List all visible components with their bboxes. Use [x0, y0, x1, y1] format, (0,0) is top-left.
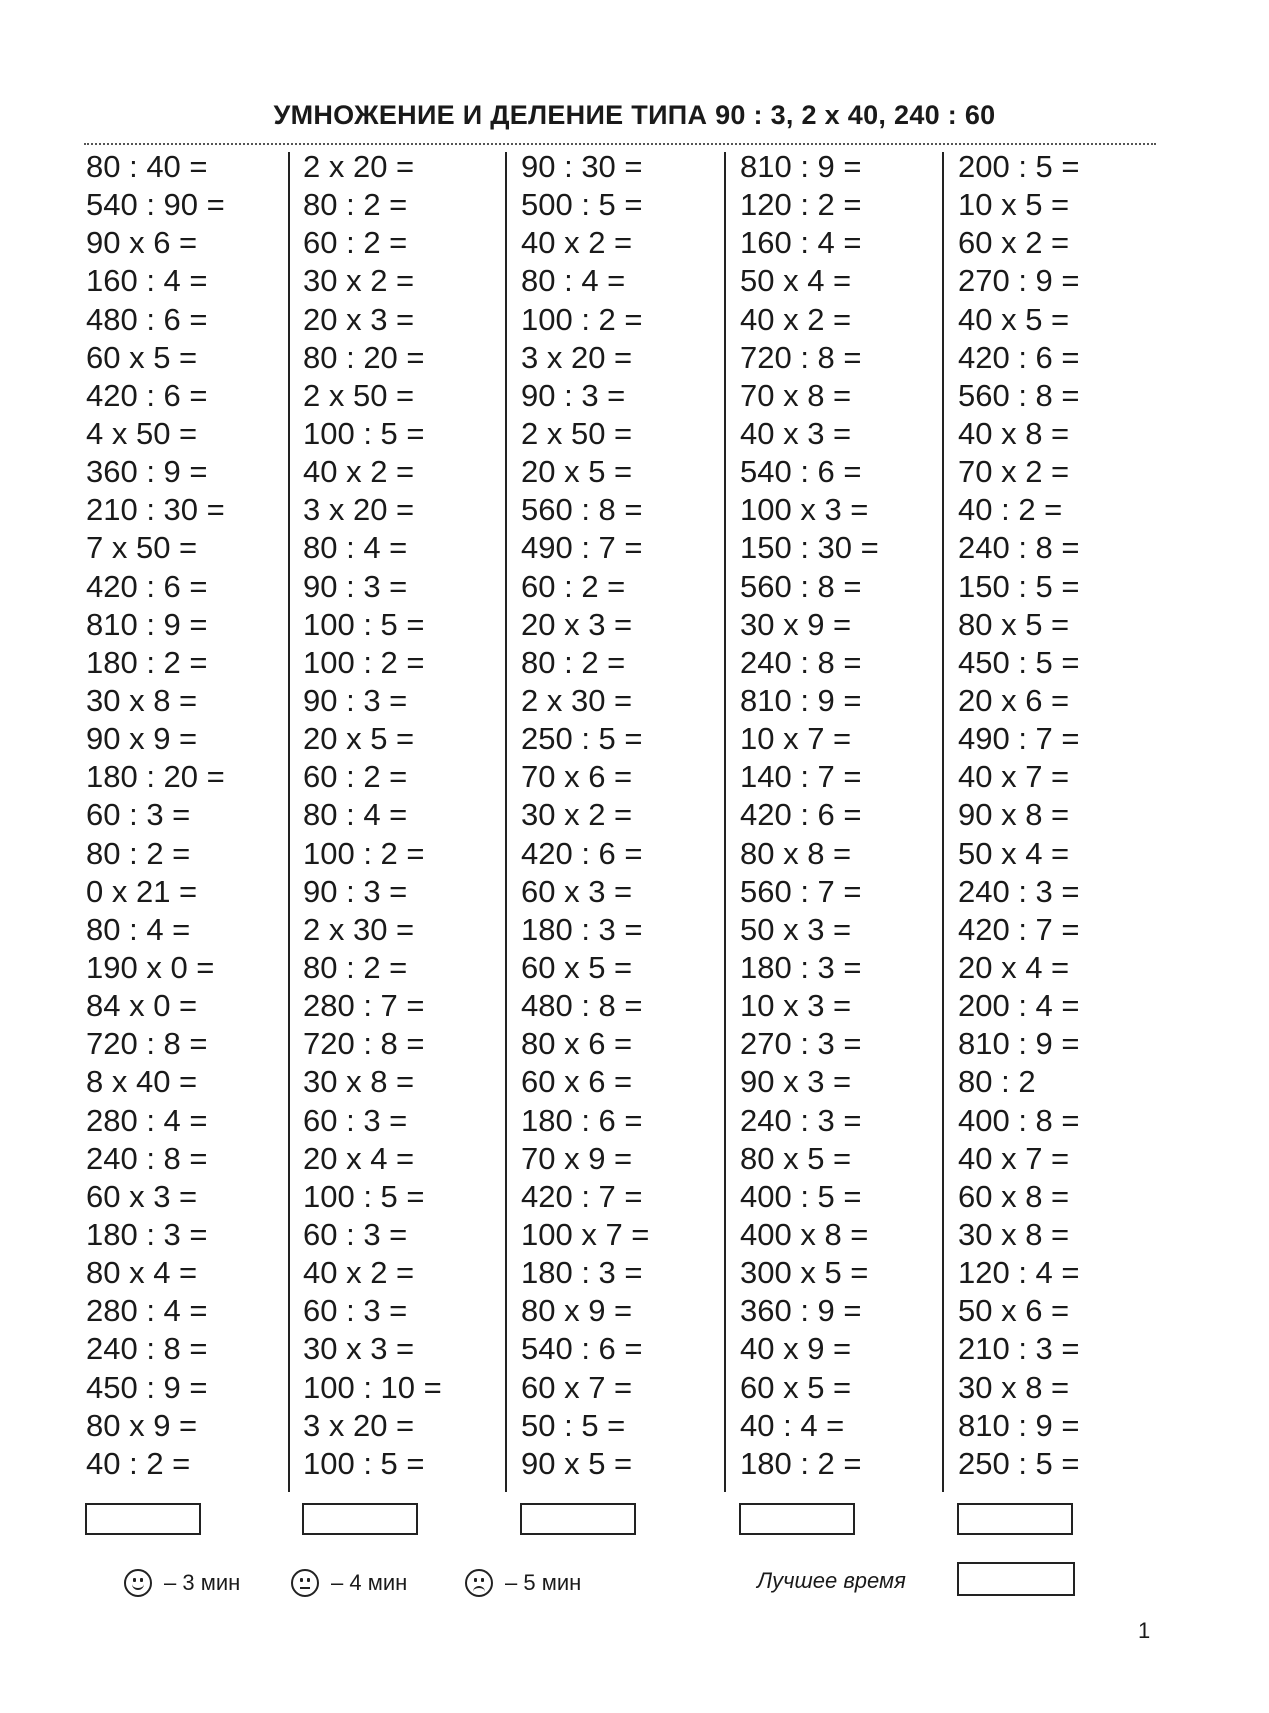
exercise-item: 100 : 2 = — [303, 644, 425, 680]
exercise-item: 270 : 3 = — [740, 1026, 862, 1062]
exercise-item: 490 : 7 = — [521, 530, 643, 566]
exercise-item: 120 : 4 = — [958, 1255, 1080, 1291]
column-divider — [724, 152, 726, 1492]
exercise-item: 90 : 3 = — [521, 377, 626, 413]
exercise-item: 300 х 5 = — [740, 1255, 869, 1291]
column-divider — [942, 152, 944, 1492]
exercise-item: 60 х 5 = — [86, 339, 198, 375]
exercise-item: 2 х 50 = — [303, 377, 415, 413]
exercise-item: 490 : 7 = — [958, 721, 1080, 757]
exercise-item: 60 : 3 = — [303, 1293, 408, 1329]
exercise-item: 240 : 3 = — [740, 1102, 862, 1138]
exercise-item: 420 : 6 = — [958, 339, 1080, 375]
exercise-item: 60 х 7 = — [521, 1369, 633, 1405]
exercise-item: 80 : 4 = — [521, 263, 626, 299]
exercise-item: 810 : 9 = — [740, 682, 862, 718]
column-divider — [288, 152, 290, 1492]
exercise-item: 30 х 9 = — [740, 606, 852, 642]
exercise-item: 180 : 3 = — [521, 1255, 643, 1291]
answer-box-col-5[interactable] — [957, 1503, 1073, 1535]
legend-label: – 3 мин — [164, 1570, 241, 1595]
exercise-item: 80 : 2 = — [303, 949, 408, 985]
exercise-item: 20 х 4 = — [958, 949, 1070, 985]
exercise-item: 150 : 5 = — [958, 568, 1080, 604]
exercise-item: 90 : 3 = — [303, 568, 408, 604]
exercise-item: 140 : 7 = — [740, 759, 862, 795]
exercise-item: 180 : 2 = — [86, 644, 208, 680]
exercise-item: 240 : 8 = — [86, 1140, 208, 1176]
exercise-item: 80 : 2 = — [86, 835, 191, 871]
exercise-item: 150 : 30 = — [740, 530, 879, 566]
exercise-item: 80 : 2 — [958, 1064, 1036, 1100]
exercise-item: 40 х 2 = — [303, 454, 415, 490]
exercise-item: 420 : 7 = — [521, 1178, 643, 1214]
exercise-item: 120 : 2 = — [740, 187, 862, 223]
exercise-item: 100 : 5 = — [303, 415, 425, 451]
exercise-item: 240 : 8 = — [86, 1331, 208, 1367]
exercise-item: 420 : 6 = — [740, 797, 862, 833]
exercise-item: 80 х 5 = — [740, 1140, 852, 1176]
exercise-item: 60 : 3 = — [86, 797, 191, 833]
exercise-item: 60 х 3 = — [521, 873, 633, 909]
exercise-item: 400 х 8 = — [740, 1216, 869, 1252]
exercise-item: 560 : 8 = — [521, 492, 643, 528]
exercise-item: 80 : 20 = — [303, 339, 425, 375]
exercise-item: 80 х 9 = — [86, 1407, 198, 1443]
sad-face-icon — [465, 1569, 493, 1597]
exercise-item: 30 х 2 = — [303, 263, 415, 299]
exercise-item: 360 : 9 = — [740, 1293, 862, 1329]
exercise-item: 2 х 50 = — [521, 415, 633, 451]
exercise-item: 100 : 2 = — [303, 835, 425, 871]
exercise-item: 80 х 4 = — [86, 1255, 198, 1291]
exercise-item: 10 х 7 = — [740, 721, 852, 757]
exercise-item: 560 : 8 = — [958, 377, 1080, 413]
exercise-item: 30 х 8 = — [303, 1064, 415, 1100]
exercise-item: 80 : 40 = — [86, 149, 208, 184]
exercise-item: 50 х 4 = — [740, 263, 852, 299]
exercise-item: 30 х 8 = — [86, 682, 198, 718]
exercise-item: 240 : 3 = — [958, 873, 1080, 909]
exercise-item: 4 х 50 = — [86, 415, 198, 451]
exercise-item: 70 х 2 = — [958, 454, 1070, 490]
exercise-item: 90 : 30 = — [521, 149, 643, 184]
exercise-item: 180 : 20 = — [86, 759, 225, 795]
exercise-item: 420 : 6 = — [86, 568, 208, 604]
exercise-item: 40 х 3 = — [740, 415, 852, 451]
exercise-item: 50 х 6 = — [958, 1293, 1070, 1329]
exercise-item: 190 х 0 = — [86, 949, 215, 985]
exercise-item: 280 : 4 = — [86, 1293, 208, 1329]
exercise-item: 270 : 9 = — [958, 263, 1080, 299]
exercise-item: 40 х 9 = — [740, 1331, 852, 1367]
exercise-item: 80 х 5 = — [958, 606, 1070, 642]
exercise-item: 40 х 7 = — [958, 1140, 1070, 1176]
exercise-item: 90 х 3 = — [740, 1064, 852, 1100]
exercise-item: 60 х 8 = — [958, 1178, 1070, 1214]
exercise-item: 40 х 2 = — [303, 1255, 415, 1291]
exercise-item: 2 х 20 = — [303, 149, 415, 184]
exercise-item: 420 : 7 = — [958, 911, 1080, 947]
exercise-item: 40 х 2 = — [740, 301, 852, 337]
exercise-item: 100 : 2 = — [521, 301, 643, 337]
exercise-item: 180 : 3 = — [740, 949, 862, 985]
exercise-item: 20 х 3 = — [521, 606, 633, 642]
exercise-item: 90 х 9 = — [86, 721, 198, 757]
exercise-item: 80 : 4 = — [303, 530, 408, 566]
exercise-item: 60 : 3 = — [303, 1102, 408, 1138]
exercise-item: 280 : 4 = — [86, 1102, 208, 1138]
exercise-item: 30 х 2 = — [521, 797, 633, 833]
exercise-item: 40 : 4 = — [740, 1407, 845, 1443]
answer-box-col-2[interactable] — [302, 1503, 418, 1535]
exercise-item: 240 : 8 = — [958, 530, 1080, 566]
page-number: 1 — [1138, 1618, 1151, 1643]
exercise-item: 80 х 8 = — [740, 835, 852, 871]
exercise-item: 40 х 8 = — [958, 415, 1070, 451]
best-time-box[interactable] — [957, 1562, 1075, 1596]
exercise-item: 160 : 4 = — [86, 263, 208, 299]
exercise-item: 560 : 7 = — [740, 873, 862, 909]
exercise-item: 10 х 5 = — [958, 187, 1070, 223]
smile-face-icon — [124, 1569, 152, 1597]
exercise-item: 280 : 7 = — [303, 988, 425, 1024]
exercise-item: 60 х 2 = — [958, 225, 1070, 261]
exercise-item: 90 х 8 = — [958, 797, 1070, 833]
exercise-item: 40 х 5 = — [958, 301, 1070, 337]
exercise-item: 60 : 2 = — [303, 759, 408, 795]
exercise-item: 3 х 20 = — [303, 492, 415, 528]
exercise-item: 90 х 5 = — [521, 1445, 633, 1481]
exercise-item: 60 : 2 = — [521, 568, 626, 604]
exercise-item: 70 х 9 = — [521, 1140, 633, 1176]
exercise-item: 180 : 2 = — [740, 1445, 862, 1481]
dotted-divider — [84, 143, 1156, 145]
exercise-item: 250 : 5 = — [958, 1445, 1080, 1481]
exercise-item: 0 х 21 = — [86, 873, 198, 909]
best-time-label: Лучшее время — [757, 1568, 906, 1593]
legend-item-5min — [465, 1563, 581, 1603]
exercise-item: 30 х 8 = — [958, 1369, 1070, 1405]
exercise-item: 100 х 7 = — [521, 1216, 650, 1252]
exercise-item: 810 : 9 = — [958, 1026, 1080, 1062]
exercise-item: 240 : 8 = — [740, 644, 862, 680]
exercise-item: 10 х 3 = — [740, 988, 852, 1024]
exercise-item: 70 х 6 = — [521, 759, 633, 795]
exercise-item: 90 : 3 = — [303, 873, 408, 909]
legend-label: – 5 мин — [505, 1570, 582, 1595]
exercise-item: 810 : 9 = — [86, 606, 208, 642]
exercise-item: 80 х 6 = — [521, 1026, 633, 1062]
exercise-item: 420 : 6 = — [86, 377, 208, 413]
exercise-item: 80 : 2 = — [521, 644, 626, 680]
exercise-item: 90 х 6 = — [86, 225, 198, 261]
neutral-face-icon — [291, 1569, 319, 1597]
exercise-item: 210 : 30 = — [86, 492, 225, 528]
exercise-item: 60 х 3 = — [86, 1178, 198, 1214]
exercise-item: 90 : 3 = — [303, 682, 408, 718]
answer-box-col-4[interactable] — [739, 1503, 855, 1535]
exercise-item: 40 : 2 = — [86, 1445, 191, 1481]
exercise-item: 40 х 2 = — [521, 225, 633, 261]
exercise-item: 450 : 5 = — [958, 644, 1080, 680]
exercise-item: 180 : 6 = — [521, 1102, 643, 1138]
exercise-item: 540 : 6 = — [521, 1331, 643, 1367]
exercise-item: 560 : 8 = — [740, 568, 862, 604]
exercise-item: 480 : 8 = — [521, 988, 643, 1024]
exercise-item: 20 х 5 = — [303, 721, 415, 757]
legend-item-3min — [124, 1563, 240, 1603]
exercise-item: 720 : 8 = — [740, 339, 862, 375]
exercise-item: 100 : 5 = — [303, 606, 425, 642]
legend-item-4min — [291, 1563, 407, 1603]
exercise-item: 60 : 2 = — [303, 225, 408, 261]
exercise-column-1 — [86, 148, 225, 1483]
exercise-item: 20 х 5 = — [521, 454, 633, 490]
answer-box-col-1[interactable] — [85, 1503, 201, 1535]
exercise-item: 210 : 3 = — [958, 1331, 1080, 1367]
exercise-item: 80 х 9 = — [521, 1293, 633, 1329]
exercise-item: 540 : 90 = — [86, 187, 225, 223]
exercise-item: 40 х 7 = — [958, 759, 1070, 795]
exercise-column-3 — [521, 148, 649, 1483]
exercise-column-4 — [740, 148, 879, 1483]
exercise-item: 20 х 6 = — [958, 682, 1070, 718]
exercise-column-5 — [958, 148, 1080, 1483]
exercise-item: 480 : 6 = — [86, 301, 208, 337]
exercise-item: 2 х 30 = — [303, 911, 415, 947]
exercise-item: 8 х 40 = — [86, 1064, 198, 1100]
legend-label: – 4 мин — [331, 1570, 408, 1595]
exercise-column-2 — [303, 148, 442, 1483]
exercise-item: 420 : 6 = — [521, 835, 643, 871]
exercise-item: 540 : 6 = — [740, 454, 862, 490]
exercise-item: 2 х 30 = — [521, 682, 633, 718]
exercise-item: 20 х 3 = — [303, 301, 415, 337]
exercise-item: 100 : 5 = — [303, 1445, 425, 1481]
exercise-item: 810 : 9 = — [740, 149, 862, 184]
exercise-item: 50 х 3 = — [740, 911, 852, 947]
exercise-item: 60 х 5 = — [521, 949, 633, 985]
exercise-item: 180 : 3 = — [521, 911, 643, 947]
exercise-item: 80 : 2 = — [303, 187, 408, 223]
page-title: УМНОЖЕНИЕ И ДЕЛЕНИЕ ТИПА 90 : 3, 2 х 40, 240 : 60 — [273, 100, 996, 130]
exercise-item: 360 : 9 = — [86, 454, 208, 490]
exercise-item: 160 : 4 = — [740, 225, 862, 261]
exercise-item: 810 : 9 = — [958, 1407, 1080, 1443]
exercise-item: 100 х 3 = — [740, 492, 869, 528]
exercise-item: 60 : 3 = — [303, 1216, 408, 1252]
exercise-item: 20 х 4 = — [303, 1140, 415, 1176]
exercise-item: 7 х 50 = — [86, 530, 198, 566]
exercise-item: 450 : 9 = — [86, 1369, 208, 1405]
exercise-item: 60 х 6 = — [521, 1064, 633, 1100]
exercise-item: 720 : 8 = — [303, 1026, 425, 1062]
exercise-item: 80 : 4 = — [86, 911, 191, 947]
exercise-item: 50 х 4 = — [958, 835, 1070, 871]
exercise-item: 84 х 0 = — [86, 988, 198, 1024]
exercise-item: 400 : 5 = — [740, 1178, 862, 1214]
exercise-item: 180 : 3 = — [86, 1216, 208, 1252]
exercise-item: 100 : 5 = — [303, 1178, 425, 1214]
exercise-item: 70 х 8 = — [740, 377, 852, 413]
exercise-item: 100 : 10 = — [303, 1369, 442, 1405]
exercise-item: 200 : 4 = — [958, 988, 1080, 1024]
answer-box-col-3[interactable] — [520, 1503, 636, 1535]
exercise-item: 30 х 3 = — [303, 1331, 415, 1367]
exercise-item: 50 : 5 = — [521, 1407, 626, 1443]
exercise-item: 40 : 2 = — [958, 492, 1063, 528]
exercise-item: 3 х 20 = — [521, 339, 633, 375]
exercise-item: 200 : 5 = — [958, 149, 1080, 184]
exercise-item: 720 : 8 = — [86, 1026, 208, 1062]
exercise-item: 30 х 8 = — [958, 1216, 1070, 1252]
exercise-item: 80 : 4 = — [303, 797, 408, 833]
exercise-item: 400 : 8 = — [958, 1102, 1080, 1138]
exercise-item: 500 : 5 = — [521, 187, 643, 223]
exercise-item: 250 : 5 = — [521, 721, 643, 757]
column-divider — [505, 152, 507, 1492]
exercise-item: 60 х 5 = — [740, 1369, 852, 1405]
exercise-item: 3 х 20 = — [303, 1407, 415, 1443]
